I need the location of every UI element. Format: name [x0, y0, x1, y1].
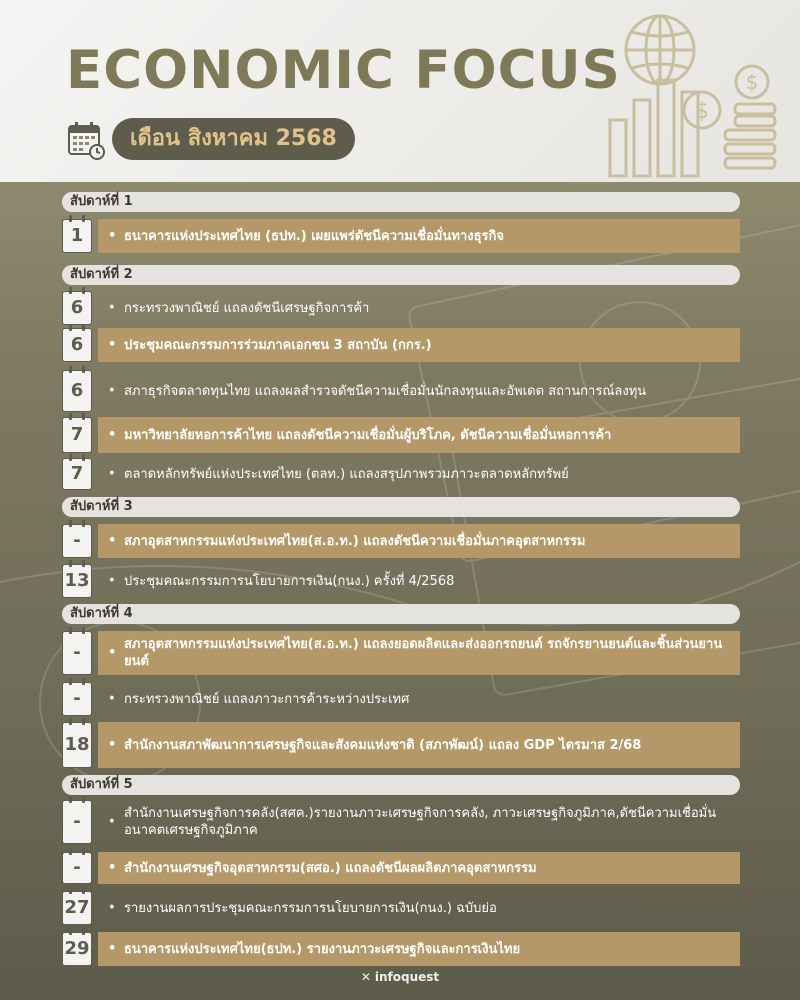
list-item: [62, 564, 740, 598]
week-4-header: สัปดาห์ที่ 4: [62, 604, 740, 624]
list-item: [62, 852, 740, 884]
list-item: [62, 932, 740, 966]
svg-text:$: $: [695, 99, 709, 124]
event-text: • รายงานผลการประชุมคณะกรรมการนโยบายการเงิน(กนง.) ฉบับย่อ: [98, 891, 740, 925]
event-text: • สำนักงานสภาพัฒนาการเศรษฐกิจและสังคมแห่งชาติ (สภาพัฒน์) แถลง GDP ไตรมาส 2/68: [98, 722, 740, 768]
event-text: • สำนักงานเศรษฐกิจการคลัง(สศค.)รายงานภาวะเศรษฐกิจการคลัง, ภาวะเศรษฐกิจภูมิภาค,ดัชนีความเชื่อมั่นอนาคตเศรษฐกิจภูมิภาค: [98, 800, 740, 844]
list-item: [62, 370, 740, 412]
event-text: • ประชุมคณะกรรมการร่วมภาคเอกชน 3 สถาบัน (กกร.): [98, 328, 740, 362]
economy-illustration: [590, 10, 780, 180]
calendar-date-icon: -: [62, 631, 92, 675]
calendar-icon: [66, 120, 106, 160]
brand-name: infoquest: [374, 970, 440, 984]
week-2-header: สัปดาห์ที่ 2: [62, 265, 740, 285]
list-item: [62, 800, 740, 844]
event-text: • มหาวิทยาลัยหอการค้าไทย แถลงดัชนีความเชื่อมั่นผู้บริโภค, ดัชนีความเชื่อมั่นหอการค้า: [98, 417, 740, 453]
bar-chart-icon: [610, 80, 698, 176]
calendar-date-icon: 1: [62, 219, 92, 253]
x-logo-icon: ✕: [360, 970, 371, 984]
calendar-date-icon: 13: [62, 564, 92, 598]
list-item: [62, 891, 740, 925]
footer-brand: [0, 970, 800, 984]
list-item: [62, 328, 740, 362]
month-label: เดือน สิงหาคม 2568: [112, 118, 355, 160]
calendar-date-icon: 6: [62, 370, 92, 412]
list-item: [62, 219, 740, 253]
calendar-date-icon: 18: [62, 722, 92, 768]
event-text: • สภาธุรกิจตลาดทุนไทย แถลงผลสำรวจดัชนีความเชื่อมั่นนักลงทุนและอัพเดต สถานการณ์ลงทุน: [98, 370, 740, 412]
svg-text:$: $: [745, 70, 759, 94]
week-5-header: สัปดาห์ที่ 5: [62, 775, 740, 795]
event-text: • สภาอุตสาหกรรมแห่งประเทศไทย(ส.อ.ท.) แถลงยอดผลิตและส่งออกรถยนต์ รถจักรยานยนต์และชิ้นส่วนยานยนต์: [98, 631, 740, 675]
event-text: • ธนาคารแห่งประเทศไทย(ธปท.) รายงานภาวะเศรษฐกิจและการเงินไทย: [98, 932, 740, 966]
calendar-date-icon: 7: [62, 458, 92, 490]
event-text: • กระทรวงพาณิชย์ แถลงดัชนีเศรษฐกิจการค้า: [98, 291, 740, 325]
week-3-header: สัปดาห์ที่ 3: [62, 497, 740, 517]
list-item: [62, 722, 740, 768]
calendar-date-icon: -: [62, 524, 92, 558]
list-item: [62, 524, 740, 558]
event-text: • ธนาคารแห่งประเทศไทย (ธปท.) เผยแพร่ดัชนีความเชื่อมั่นทางธุรกิจ: [98, 219, 740, 253]
calendar-date-icon: 29: [62, 932, 92, 966]
event-text: • ตลาดหลักทรัพย์แห่งประเทศไทย (ตลท.) แถลงสรุปภาพรวมภาวะตลาดหลักทรัพย์: [98, 458, 740, 490]
list-item: [62, 682, 740, 716]
calendar-date-icon: 7: [62, 417, 92, 453]
calendar-date-icon: 6: [62, 328, 92, 362]
globe-icon: [626, 16, 694, 84]
calendar-date-icon: -: [62, 800, 92, 844]
calendar-date-icon: 27: [62, 891, 92, 925]
list-item: [62, 417, 740, 453]
event-text: • สภาอุตสาหกรรมแห่งประเทศไทย(ส.อ.ท.) แถลงดัชนีความเชื่อมั่นภาคอุตสาหกรรม: [98, 524, 740, 558]
calendar-date-icon: 6: [62, 291, 92, 325]
list-item: [62, 631, 740, 675]
calendar-date-icon: -: [62, 852, 92, 884]
week-1-header: สัปดาห์ที่ 1: [62, 192, 740, 212]
event-text: • สำนักงานเศรษฐกิจอุตสาหกรรม(สศอ.) แถลงดัชนีผลผลิตภาคอุตสาหกรรม: [98, 852, 740, 884]
list-item: [62, 291, 740, 325]
event-text: • ประชุมคณะกรรมการนโยบายการเงิน(กนง.) ครั้งที่ 4/2568: [98, 564, 740, 598]
event-text: • กระทรวงพาณิชย์ แถลงภาวะการค้าระหว่างประเทศ: [98, 682, 740, 716]
page-title: ECONOMIC FOCUS: [66, 40, 621, 101]
list-item: [62, 458, 740, 490]
header-area: [0, 0, 800, 182]
calendar-date-icon: -: [62, 682, 92, 716]
